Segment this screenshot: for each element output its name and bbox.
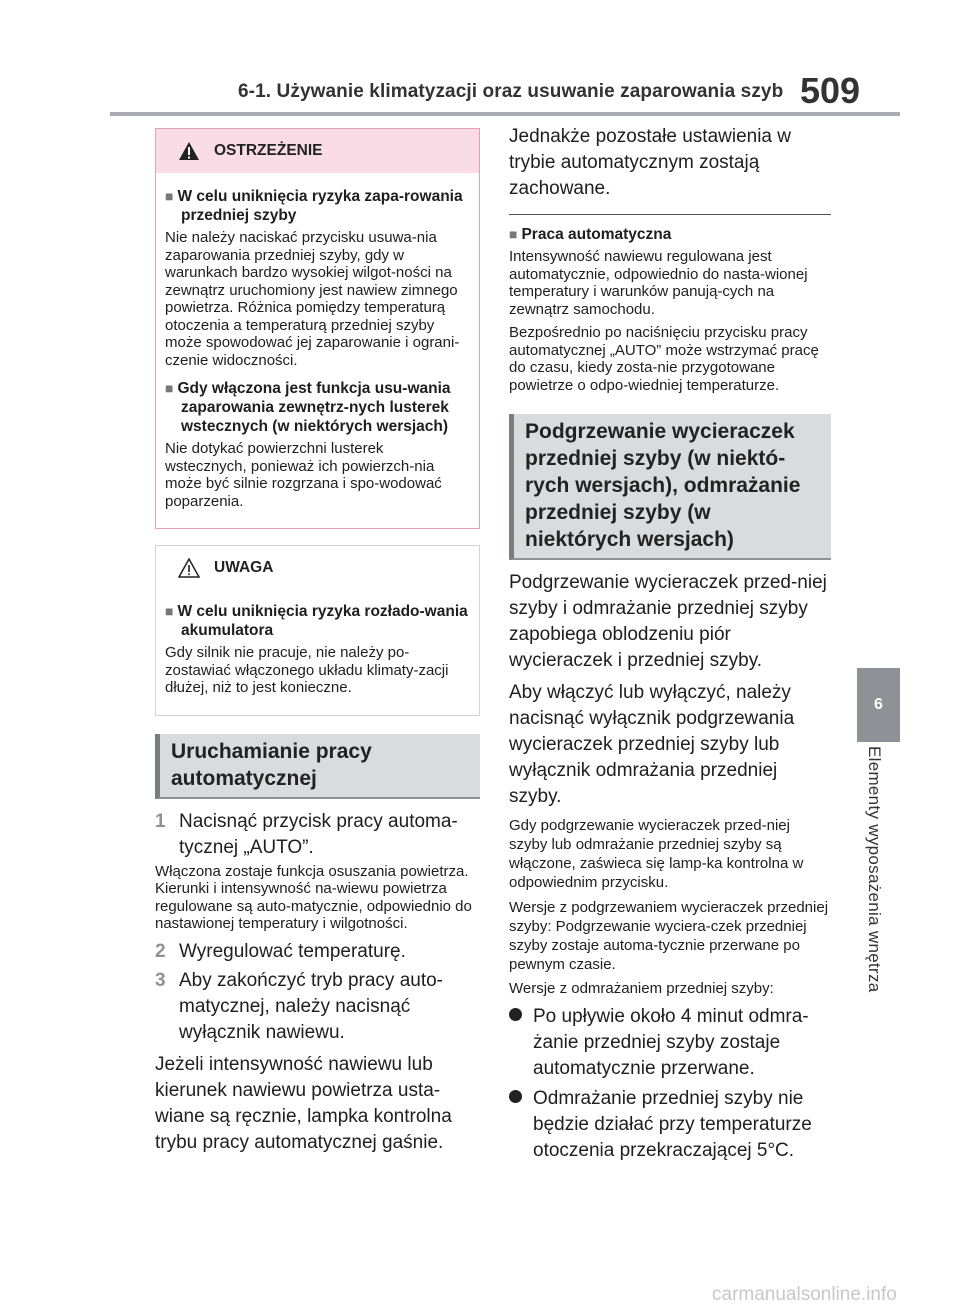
heaters-description: Podgrzewanie wycieraczek przed-niej szyby i odmrażanie przedniej szyby zapobiega oblodzeniu piór wycieraczek i przedniej szyby.: [509, 572, 827, 671]
bullet-dot-icon: [509, 1090, 522, 1103]
warning-item-heading: ■ W celu uniknięcia ryzyka zapa-rowania przedniej szyby: [165, 188, 463, 224]
step-2: 2 Wyregulować temperaturę.: [155, 939, 480, 965]
caution-heading: ■ W celu uniknięcia ryzyka rozłado-wania akumulatora: [165, 603, 468, 639]
step-number: 1: [155, 810, 166, 832]
auto-operation-text-1: Intensywność nawiewu regulowana jest automatycznie, odpowiednio do nasta-wionej temperatury i warunków panują-cych na zewnątrz samochodu.: [509, 248, 808, 318]
chapter-tab[interactable]: [857, 668, 900, 742]
settings-retained-text: Jednakże pozostałe ustawienia w trybie automatycznym zostają zachowane.: [509, 126, 792, 199]
step-3: 3 Aby zakończyć tryb pracy auto-matycznej, należy nacisnąć wyłącznik nawiewu.: [155, 969, 443, 1043]
step-1-note: Włączona zostaje funkcja osuszania powietrza. Kierunki i intensywność na-wiewu powietrza regulowane są auto-matycznie, odpowiednio do nastawionej temperatury i wilgotności.: [155, 862, 472, 932]
square-bullet-icon: ■: [165, 188, 174, 204]
caution-title: UWAGA: [214, 559, 274, 576]
warning-item-text: Nie dotykać powierzchni lusterek wstecznych, ponieważ ich powierzch-nia może być silnie rozgrzana i spo-wodować poparzenia.: [165, 440, 442, 510]
heaters-instructions: Aby włączyć lub wyłączyć, należy nacisnąć wyłącznik podgrzewania wycieraczek przedniej szyby lub wyłącznik odmrażania przedniej szyby.: [509, 682, 795, 807]
square-bullet-icon: ■: [509, 226, 518, 242]
square-bullet-icon: ■: [165, 380, 174, 396]
heaters-note-1: Gdy podgrzewanie wycieraczek przed-niej szyby lub odmrażanie przedniej szyby są włączone, zaświeca się lamp-ka kontrolna w odpowiednim przycisku.: [509, 817, 804, 891]
chapter-number: 6: [874, 696, 883, 713]
chapter-label: Elementy wyposażenia wnętrza: [865, 746, 884, 993]
page-header-title: 6-1. Używanie klimatyzacji oraz usuwanie zaparowania szyb: [238, 81, 784, 102]
watermark: carmanualsonline.info: [712, 1284, 897, 1305]
heaters-note-2: Wersje z podgrzewaniem wycieraczek przedniej szyby: Podgrzewanie wyciera-czek przedniej szyby zostaje automa-tycznie przerwane po pewnym czasie.: [509, 899, 829, 973]
bullet-item: Po upływie około 4 minut odmra-żanie przedniej szyby zostaje automatycznie przerwane.: [509, 1004, 831, 1082]
bullet-dot-icon: [509, 1008, 522, 1021]
heaters-note-3: Wersje z odmrażaniem przedniej szyby:: [509, 980, 774, 997]
bullet-item: Odmrażanie przedniej szyby nie będzie działać przy temperaturze otoczenia przekraczającej 5°C.: [509, 1086, 831, 1164]
warning-title: OSTRZEŻENIE: [214, 142, 323, 159]
page-number: 509: [800, 70, 861, 111]
square-bullet-icon: ■: [165, 603, 174, 619]
caution-text: Gdy silnik nie pracuje, nie należy po-zostawiać włączonego układu klimaty-zacji dłużej, niż to jest konieczne.: [165, 644, 449, 696]
warning-header: [156, 129, 479, 173]
auto-manual-override-text: Jeżeli intensywność nawiewu lub kierunek nawiewu powietrza usta-wiane są ręcznie, lampka kontrolna trybu pracy automatycznej gaśnie.: [155, 1053, 452, 1153]
step-number: 3: [155, 969, 166, 991]
caution-header: [156, 546, 479, 590]
section-title-heaters: Podgrzewanie wycieraczek przedniej szyby (w niektó-rych wersjach), odmrażanie przedniej szyby (w niektórych wersjach): [509, 414, 831, 560]
caution-box: [155, 545, 480, 716]
warning-triangle-icon: [178, 141, 200, 161]
left-column: [155, 128, 480, 1156]
step-1: 1 Nacisnąć przycisk pracy automa-tycznej „AUTO”.: [155, 810, 458, 858]
header-divider: [110, 112, 900, 116]
caution-triangle-icon: [178, 558, 200, 578]
warning-item-heading: ■ Gdy włączona jest funkcja usu-wania zaparowania zewnętrz-nych lusterek wstecznych (w niektórych wersjach): [165, 380, 451, 435]
right-column: [509, 124, 831, 1168]
warning-box: [155, 128, 480, 529]
step-number: 2: [155, 940, 166, 962]
section-title-auto: Uruchamianie pracy automatycznej: [155, 734, 480, 799]
auto-operation-text-2: Bezpośrednio po naciśnięciu przycisku pracy automatycznej „AUTO” może wstrzymać pracę do czasu, kiedy zosta-nie przygotowane powietrze o odpo-wiedniej temperaturze.: [509, 324, 819, 394]
warning-item-text: Nie należy naciskać przycisku usuwa-nia zaparowania przedniej szyby, gdy w warunkach bardzo wysokiej wilgot-ności na zewnątrz uruchomiony jest nawiew zimnego powietrza. Różnica pomiędzy temperaturą otoczenia a temperaturą przedniej szyby może spowodować jej zaparowanie i ograni-czenie widoczności.: [165, 229, 460, 369]
divider: [509, 214, 831, 215]
auto-operation-heading: ■ Praca automatyczna: [509, 226, 672, 243]
